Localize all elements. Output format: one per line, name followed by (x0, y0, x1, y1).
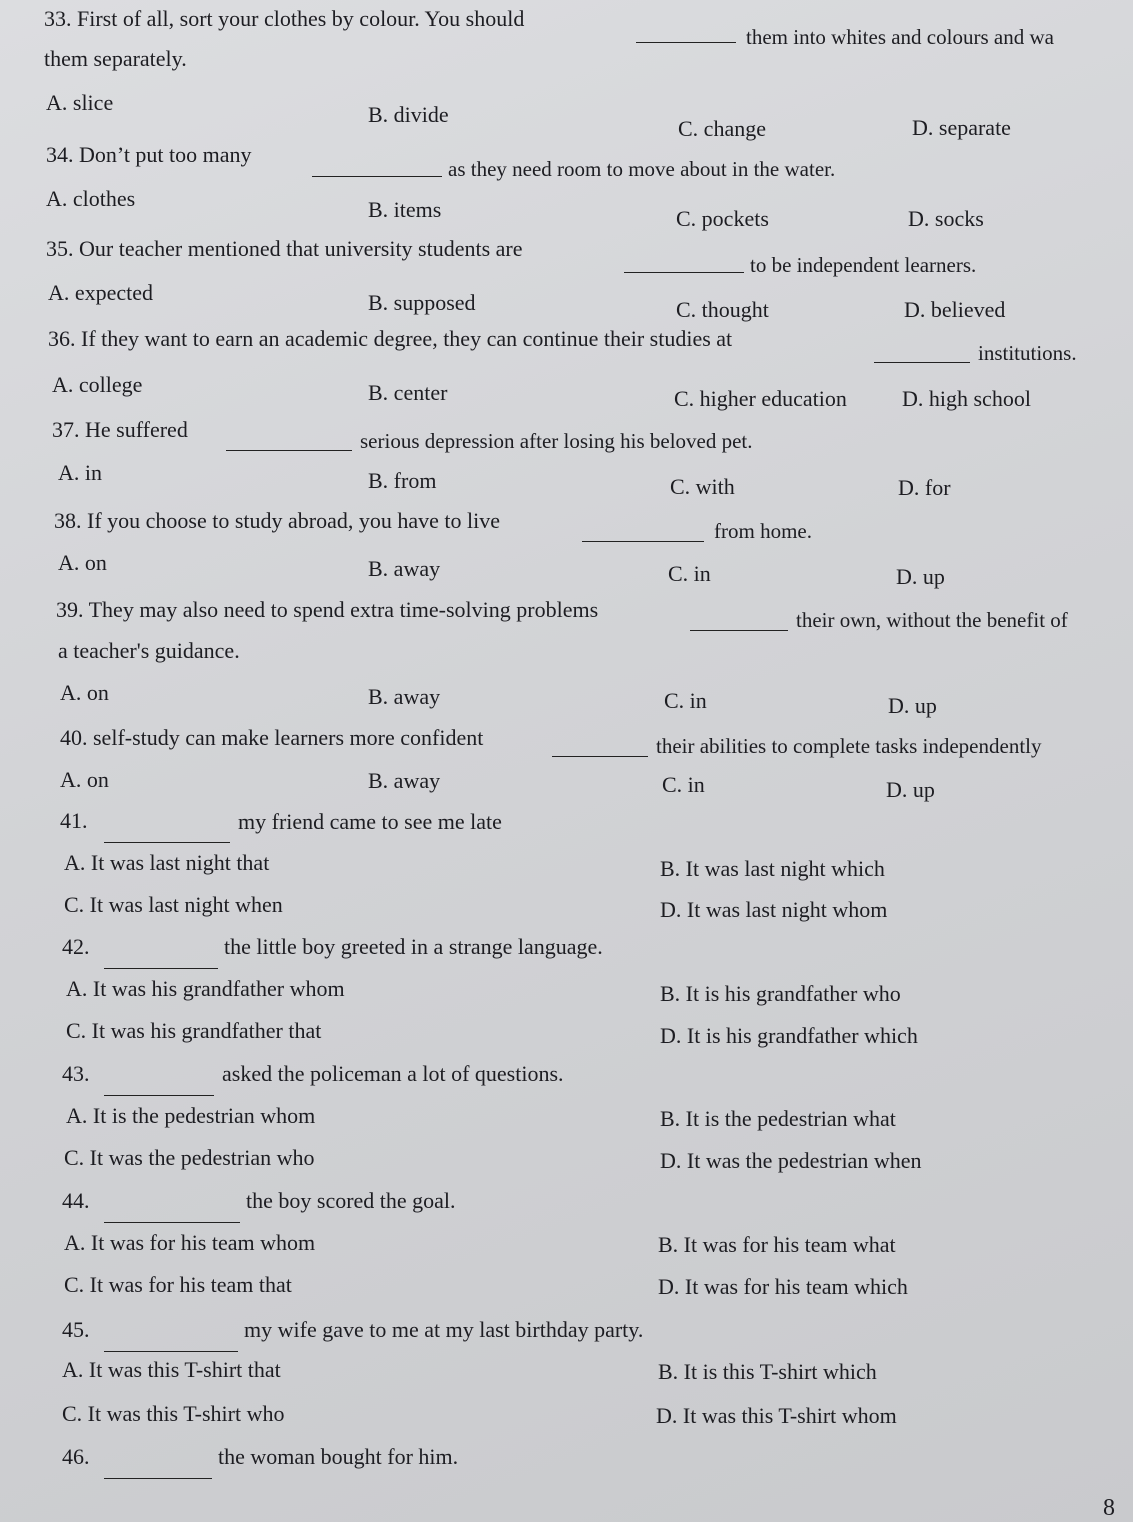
question-44 (62, 1188, 90, 1214)
question-text-before: Our teacher mentioned that university students are (79, 236, 523, 261)
answer-blank[interactable] (690, 612, 788, 631)
option-c[interactable]: C. with (670, 474, 735, 499)
option-a[interactable]: A. It is the pedestrian whom (66, 1103, 316, 1128)
question-40 (60, 725, 483, 751)
question-text-after: my friend came to see me late (238, 809, 502, 834)
question-text-after: my wife gave to me at my last birthday party. (244, 1317, 644, 1342)
answer-blank[interactable] (104, 1460, 212, 1479)
question-38 (54, 508, 500, 534)
option-d[interactable]: D. high school (902, 386, 1031, 411)
question-number: 38. (54, 508, 82, 533)
answer-blank[interactable] (636, 24, 736, 43)
option-d[interactable]: D. It was this T-shirt whom (656, 1403, 897, 1428)
option-c[interactable]: C. It was his grandfather that (66, 1018, 322, 1043)
question-text-line2: a teacher's guidance. (58, 638, 240, 663)
question-number: 42. (62, 934, 90, 959)
question-35 (46, 236, 523, 262)
question-text-after: from home. (714, 519, 812, 543)
option-a[interactable]: A. clothes (46, 186, 136, 211)
question-text-before: Don’t put too many (79, 142, 252, 167)
option-b[interactable]: B. It was last night which (660, 856, 885, 881)
option-b[interactable]: B. It is this T-shirt which (658, 1359, 877, 1384)
option-c[interactable]: C. in (662, 772, 705, 797)
answer-blank[interactable] (104, 1204, 240, 1223)
question-39 (56, 597, 598, 623)
question-text-before: He suffered (85, 417, 188, 442)
question-45 (62, 1317, 90, 1343)
option-a[interactable]: A. on (58, 550, 107, 575)
answer-blank[interactable] (226, 432, 352, 451)
answer-blank[interactable] (104, 1333, 238, 1352)
question-46 (62, 1444, 90, 1470)
option-a[interactable]: A. It was last night that (64, 850, 270, 875)
option-a[interactable]: A. slice (46, 90, 114, 115)
option-d[interactable]: D. up (896, 564, 945, 589)
option-b[interactable]: B. away (368, 556, 441, 581)
option-a[interactable]: A. expected (48, 280, 154, 305)
option-d[interactable]: D. It was for his team which (658, 1274, 908, 1299)
question-43 (62, 1061, 90, 1087)
option-d[interactable]: D. up (888, 693, 937, 718)
question-number: 34. (46, 142, 74, 167)
answer-blank[interactable] (582, 523, 704, 542)
answer-blank[interactable] (312, 158, 442, 177)
question-text-before: self-study can make learners more confident (93, 725, 484, 750)
option-d[interactable]: D. for (898, 475, 951, 500)
question-text-before: If you choose to study abroad, you have to live (87, 508, 501, 533)
option-b[interactable]: B. center (368, 380, 448, 405)
option-c[interactable]: C. It was the pedestrian who (64, 1145, 315, 1170)
question-text-after: their own, without the benefit of (796, 608, 1068, 632)
question-number: 39. (56, 597, 84, 622)
option-b[interactable]: B. divide (368, 102, 449, 127)
question-number: 37. (52, 417, 80, 442)
option-c[interactable]: C. change (678, 116, 766, 141)
answer-blank[interactable] (104, 950, 218, 969)
question-text-after: to be independent learners. (750, 253, 977, 277)
option-a[interactable]: A. on (60, 767, 109, 792)
option-c[interactable]: C. thought (676, 297, 769, 322)
question-text-before: First of all, sort your clothes by colour. You should (77, 6, 525, 31)
option-d[interactable]: D. It was the pedestrian when (660, 1148, 922, 1173)
question-number: 45. (62, 1317, 90, 1342)
question-number: 43. (62, 1061, 90, 1086)
option-c[interactable]: C. pockets (676, 206, 769, 231)
question-number: 36. (48, 326, 76, 351)
option-d[interactable]: D. It is his grandfather which (660, 1023, 918, 1048)
question-text-before: They may also need to spend extra time-solving problems (88, 597, 599, 622)
option-d[interactable]: D. It was last night whom (660, 897, 888, 922)
question-36 (48, 326, 732, 352)
answer-blank[interactable] (104, 1077, 214, 1096)
question-text-before: If they want to earn an academic degree, they can continue their studies at (81, 326, 733, 351)
question-text-after: their abilities to complete tasks independently (656, 734, 1042, 758)
question-text-after: serious depression after losing his beloved pet. (360, 429, 753, 453)
question-41 (60, 808, 88, 834)
option-a[interactable]: A. on (60, 680, 109, 705)
option-c[interactable]: C. It was this T-shirt who (62, 1401, 285, 1426)
question-34 (46, 142, 252, 168)
option-c[interactable]: C. higher education (674, 386, 847, 411)
option-b[interactable]: B. It was for his team what (658, 1232, 896, 1257)
option-d[interactable]: D. up (886, 777, 935, 802)
page-number: 8 (1103, 1495, 1115, 1521)
option-d[interactable]: D. socks (908, 206, 984, 231)
option-d[interactable]: D. believed (904, 297, 1006, 322)
option-c[interactable]: C. It was last night when (64, 892, 283, 917)
question-number: 40. (60, 725, 88, 750)
question-number: 33. (44, 6, 72, 31)
question-number: 44. (62, 1188, 90, 1213)
option-a[interactable]: A. in (58, 460, 102, 485)
option-a[interactable]: A. It was for his team whom (64, 1230, 316, 1255)
question-33 (44, 6, 524, 32)
question-42 (62, 934, 90, 960)
question-text-after: asked the policeman a lot of questions. (222, 1061, 564, 1086)
option-a[interactable]: A. It was this T-shirt that (62, 1357, 281, 1382)
option-c[interactable]: C. in (668, 561, 711, 586)
option-b[interactable]: B. It is his grandfather who (660, 981, 901, 1006)
question-number: 35. (46, 236, 74, 261)
option-b[interactable]: B. items (368, 197, 442, 222)
option-b[interactable]: B. away (368, 684, 441, 709)
question-number: 41. (60, 808, 88, 833)
question-text-after: the boy scored the goal. (246, 1188, 456, 1213)
question-text-after: as they need room to move about in the water. (448, 157, 836, 181)
option-b[interactable]: B. supposed (368, 290, 476, 315)
option-a[interactable]: A. It was his grandfather whom (66, 976, 345, 1001)
option-b[interactable]: B. It is the pedestrian what (660, 1106, 896, 1131)
option-c[interactable]: C. It was for his team that (64, 1272, 292, 1297)
answer-blank[interactable] (874, 344, 970, 363)
option-c[interactable]: C. in (664, 688, 707, 713)
question-37 (52, 417, 188, 443)
question-number: 46. (62, 1444, 90, 1469)
answer-blank[interactable] (104, 824, 230, 843)
option-a[interactable]: A. college (52, 372, 143, 397)
answer-blank[interactable] (624, 254, 744, 273)
option-d[interactable]: D. separate (912, 115, 1011, 140)
question-text-after: them into whites and colours and wa (746, 25, 1054, 49)
option-b[interactable]: B. away (368, 768, 441, 793)
question-text-after: the woman bought for him. (218, 1444, 459, 1469)
option-b[interactable]: B. from (368, 468, 437, 493)
question-text-line2: them separately. (44, 46, 187, 71)
question-text-after: the little boy greeted in a strange language. (224, 934, 603, 959)
question-text-after: institutions. (978, 341, 1077, 365)
answer-blank[interactable] (552, 738, 648, 757)
